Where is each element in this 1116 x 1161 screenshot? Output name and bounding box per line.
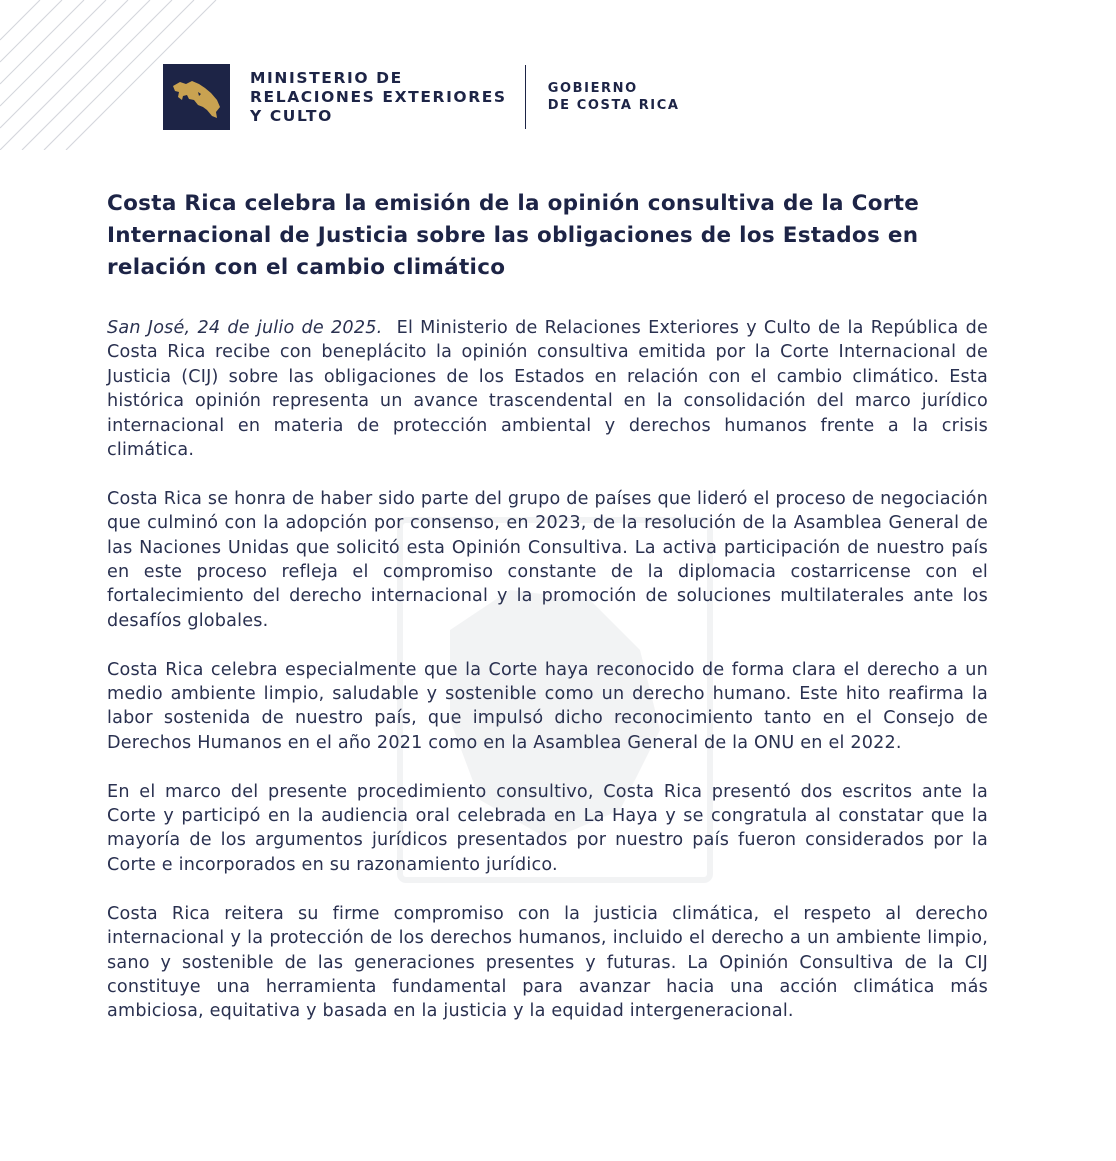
body-paragraph: [107, 316, 988, 462]
press-release-title: Costa Rica celebra la emisión de la opinión consultiva de la Corte Internacional de Justicia sobre las obligaciones de los Estados en relación con el cambio climático: [107, 191, 920, 280]
ministry-name: [250, 69, 507, 126]
dateline: San José, 24 de julio de 2025.: [107, 318, 383, 338]
body-paragraph: En el marco del presente procedimiento consultivo, Costa Rica presentó dos escritos ante la Corte y participó en la audiencia oral celebrada en La Haya y se congratula al constatar que la mayoría de los argumentos jurídicos presentados por nuestro país fueron considerados por la Corte e incorporados en su razonamiento jurídico.: [107, 781, 988, 875]
press-release-body: [107, 316, 988, 1048]
government-line: DE COSTA RICA: [547, 98, 680, 113]
body-paragraph: Costa Rica reitera su firme compromiso con la justicia climática, el respeto al derecho internacional y la protección de los derechos humanos, incluido el derecho a un ambiente limpio, sano y sostenible de las generaciones presentes y futuras. La Opinión Consultiva de la CIJ constituye una herramienta fundamental para avanzar hacia una acción climática más ambiciosa, equitativa y basada en la justicia y la equidad intergeneracional.: [107, 903, 988, 1022]
letterhead: [163, 62, 680, 132]
ministry-line: Y CULTO: [250, 106, 333, 125]
ministry-line: RELACIONES EXTERIORES: [250, 87, 507, 106]
ministry-line: MINISTERIO DE: [250, 68, 403, 87]
ministry-logo: [163, 64, 230, 130]
government-line: GOBIERNO: [547, 81, 638, 96]
header-divider: [525, 65, 526, 129]
body-paragraph: Costa Rica celebra especialmente que la Corte haya reconocido de forma clara el derecho a un medio ambiente limpio, saludable y sostenible como un derecho humano. Este hito reafirma la labor sostenida de nuestro país, que impulsó dicho reconocimiento tanto en el Consejo de Derechos Humanos en el año 2021 como en la Asamblea General de la ONU en el 2022.: [107, 659, 988, 753]
government-name: [548, 80, 680, 114]
body-paragraph: Costa Rica se honra de haber sido parte del grupo de países que lideró el proceso de negociación que culminó con la adopción por consenso, en 2023, de la resolución de la Asamblea General de las Naciones Unidas que solicitó esta Opinión Consultiva. La activa participación de nuestro país en este proceso refleja el compromiso constante de la diplomacia costarricense con el fortalecimiento del derecho internacional y la promoción de soluciones multilaterales ante los desafíos globales.: [107, 488, 988, 631]
paragraph-text: El Ministerio de Relaciones Exteriores y Culto de la República de Costa Rica recibe con beneplácito la opinión consultiva emitida por la Corte Internacional de Justicia (CIJ) sobre las obligaciones de los Estados en relación con el cambio climático. Esta histórica opinión representa un avance trascendental en la consolidación del marco jurídico internacional en materia de protección ambiental y derechos humanos frente a la crisis climática.: [107, 318, 988, 461]
costa-rica-map-icon: [170, 72, 224, 122]
